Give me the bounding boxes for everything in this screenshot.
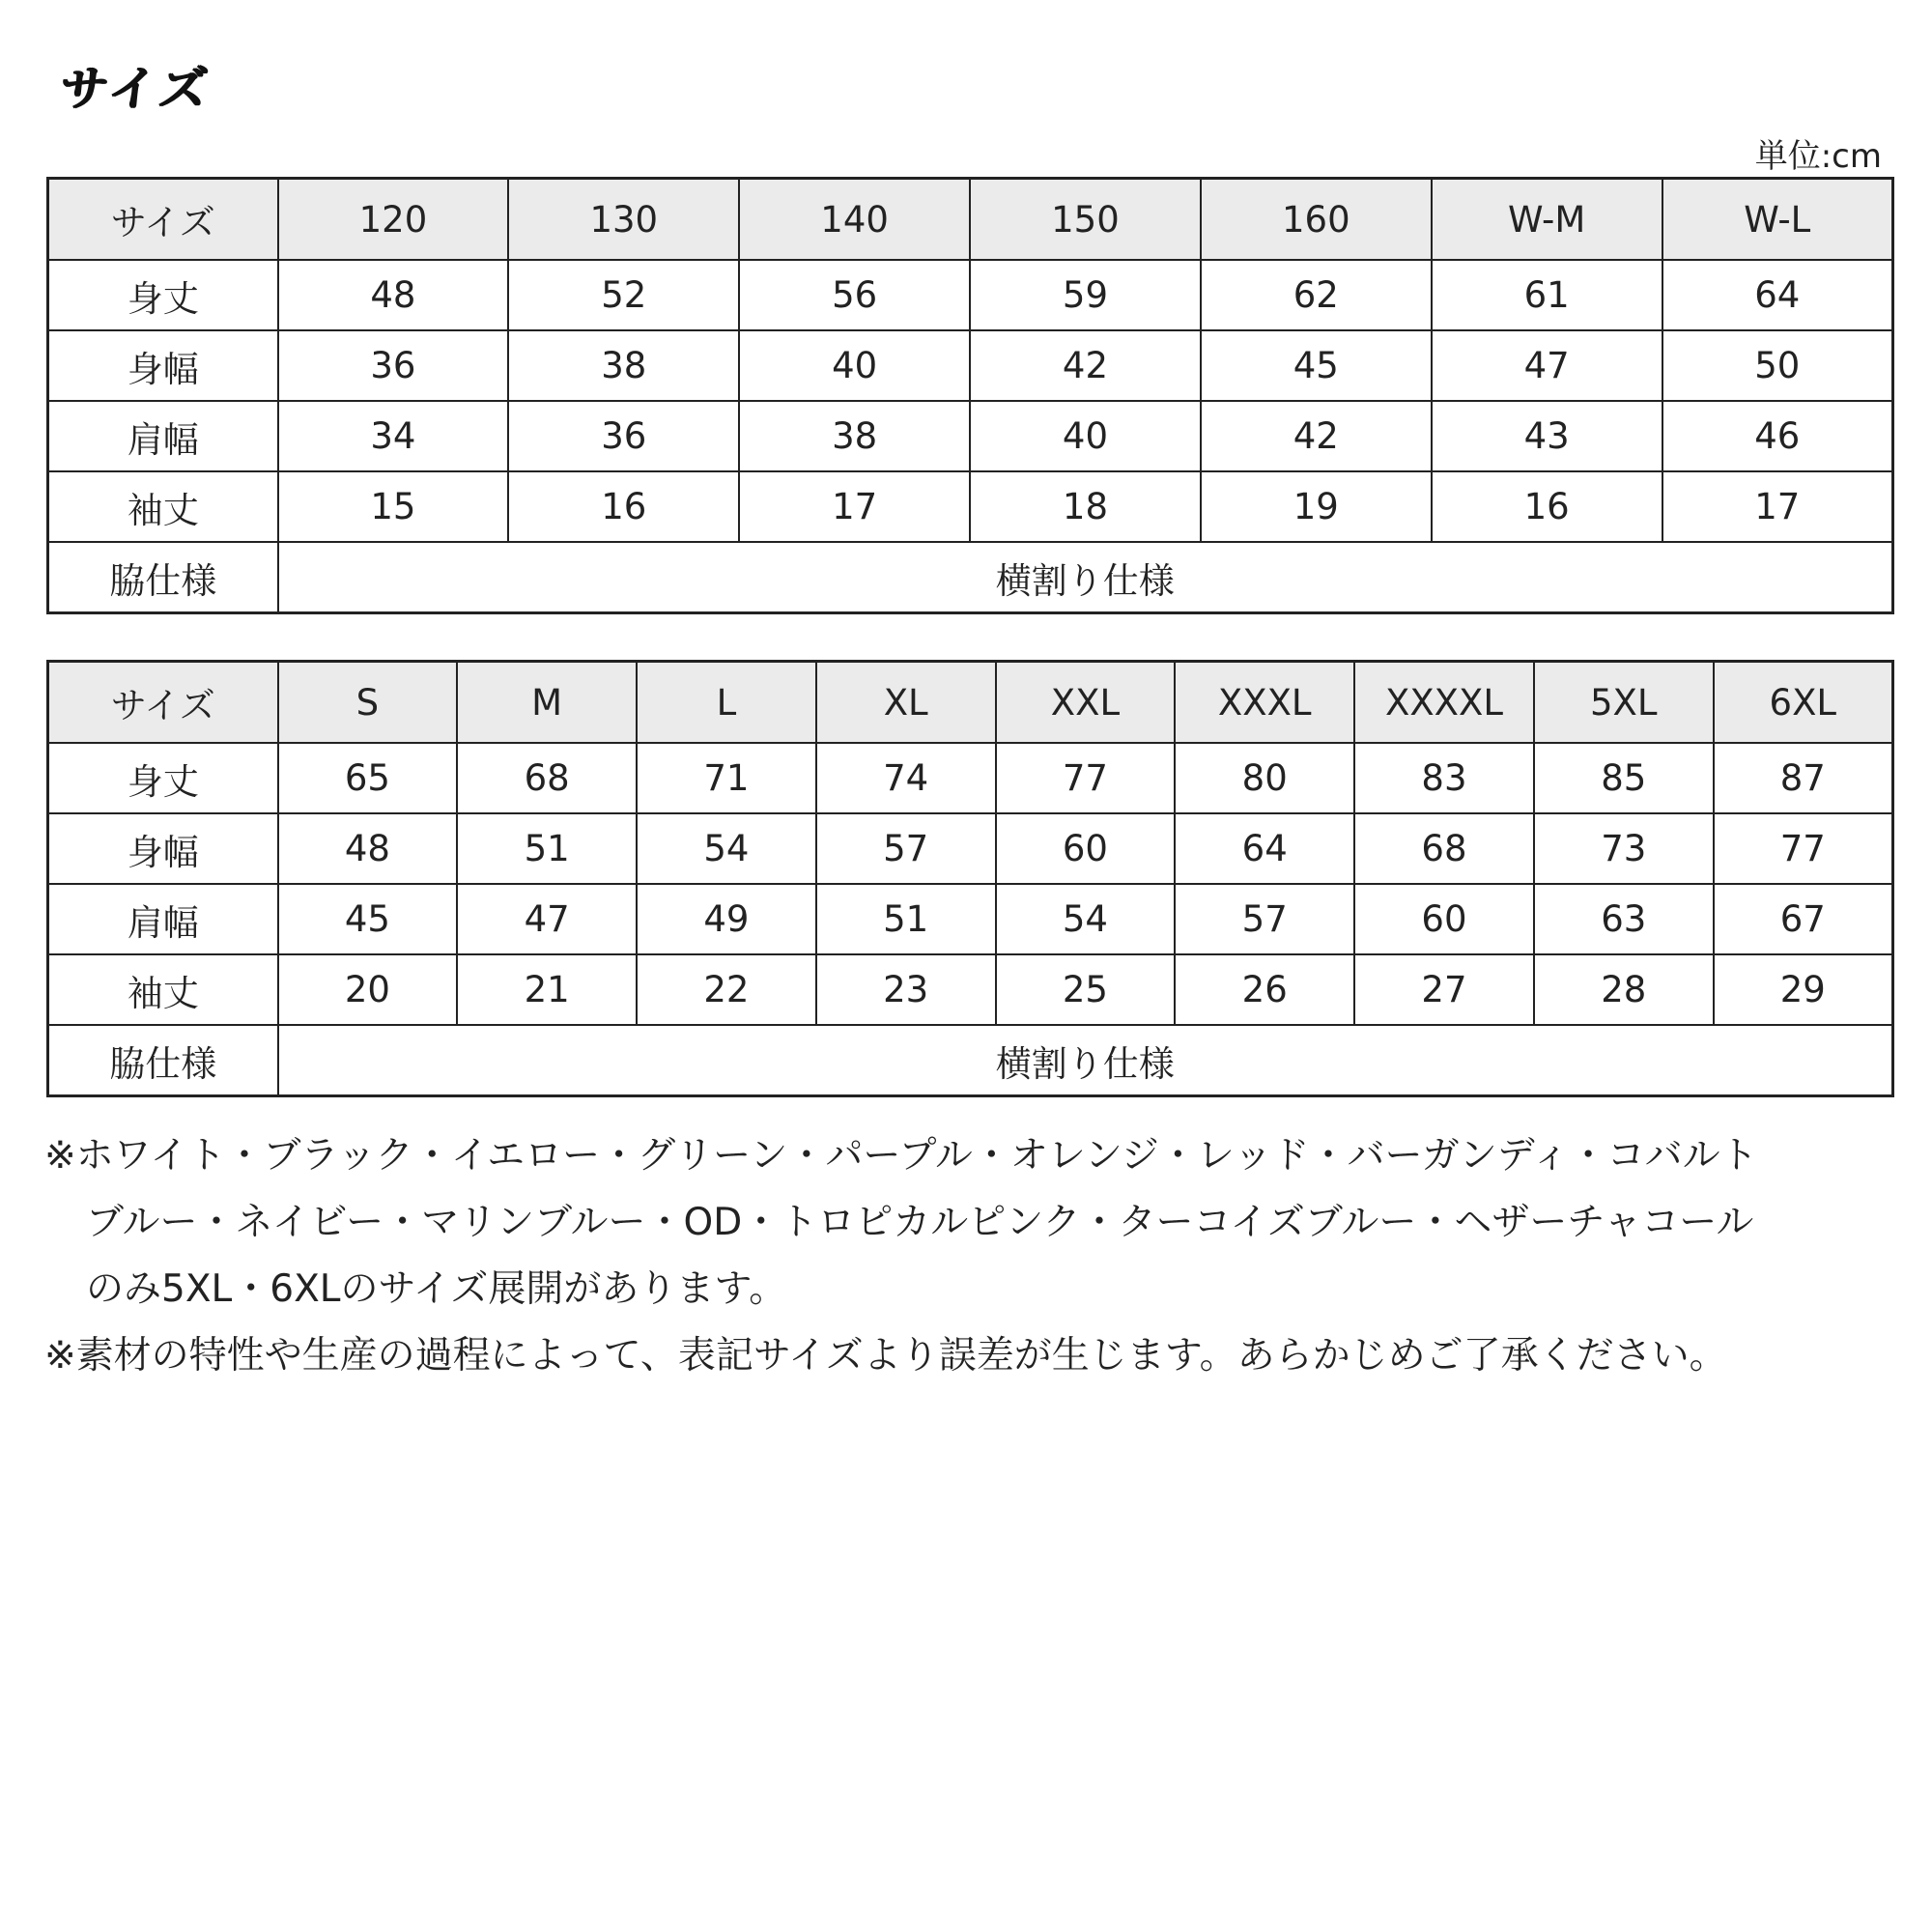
value-cell: 40 <box>970 401 1201 471</box>
row-label-cell: 肩幅 <box>48 884 278 954</box>
value-cell: 54 <box>637 813 816 884</box>
value-cell: 28 <box>1534 954 1714 1025</box>
value-cell: 48 <box>278 260 509 330</box>
size-header-cell: 6XL <box>1714 662 1893 744</box>
size-header-cell: XXXXL <box>1354 662 1534 744</box>
value-cell: 50 <box>1662 330 1893 401</box>
header-label-cell: サイズ <box>48 179 278 261</box>
value-cell: 67 <box>1714 884 1893 954</box>
value-cell: 18 <box>970 471 1201 542</box>
value-cell: 27 <box>1354 954 1534 1025</box>
value-cell: 64 <box>1175 813 1354 884</box>
value-cell: 71 <box>637 743 816 813</box>
size-header-cell: M <box>457 662 637 744</box>
value-cell: 80 <box>1175 743 1354 813</box>
value-cell: 36 <box>278 330 509 401</box>
value-cell: 19 <box>1201 471 1432 542</box>
header-label-cell: サイズ <box>48 662 278 744</box>
value-cell: 46 <box>1662 401 1893 471</box>
notes <box>44 1122 1899 1389</box>
size-header-cell: L <box>637 662 816 744</box>
table-row <box>48 954 1893 1025</box>
table-row <box>48 743 1893 813</box>
size-header-cell: XL <box>816 662 996 744</box>
row-label-cell: 肩幅 <box>48 401 278 471</box>
value-cell: 17 <box>739 471 970 542</box>
size-header-cell: XXXL <box>1175 662 1354 744</box>
size-header-cell: 150 <box>970 179 1201 261</box>
size-header-cell: S <box>278 662 458 744</box>
side-spec-label-cell: 脇仕様 <box>48 542 278 613</box>
table-row <box>48 330 1893 401</box>
size-header-cell: W-M <box>1432 179 1662 261</box>
value-cell: 36 <box>508 401 739 471</box>
value-cell: 38 <box>739 401 970 471</box>
table-row <box>48 471 1893 542</box>
value-cell: 57 <box>1175 884 1354 954</box>
value-cell: 15 <box>278 471 509 542</box>
table-row <box>48 813 1893 884</box>
value-cell: 87 <box>1714 743 1893 813</box>
value-cell: 68 <box>457 743 637 813</box>
row-label-cell: 身幅 <box>48 813 278 884</box>
value-cell: 40 <box>739 330 970 401</box>
value-cell: 21 <box>457 954 637 1025</box>
value-cell: 52 <box>508 260 739 330</box>
value-cell: 49 <box>637 884 816 954</box>
value-cell: 73 <box>1534 813 1714 884</box>
size-table-adult <box>46 660 1894 1097</box>
side-spec-value-cell: 横割り仕様 <box>278 542 1893 613</box>
note-color-availability: ※ホワイト・ブラック・イエロー・グリーン・パープル・オレンジ・レッド・バーガンディ・コバルト ブルー・ネイビー・マリンブルー・OD・トロピカルピンク・ターコイズブルー・ヘザーチャコール のみ5XL・6XLのサイズ展開があります。 <box>44 1134 1758 1311</box>
row-label-cell: 身丈 <box>48 260 278 330</box>
value-cell: 59 <box>970 260 1201 330</box>
unit-label: 単位:cm <box>1754 137 1882 176</box>
value-cell: 56 <box>739 260 970 330</box>
side-spec-value-cell: 横割り仕様 <box>278 1025 1893 1096</box>
value-cell: 16 <box>1432 471 1662 542</box>
value-cell: 51 <box>816 884 996 954</box>
value-cell: 17 <box>1662 471 1893 542</box>
size-header-cell: 5XL <box>1534 662 1714 744</box>
size-header-cell: 120 <box>278 179 509 261</box>
table-row <box>48 401 1893 471</box>
value-cell: 60 <box>1354 884 1534 954</box>
side-spec-row <box>48 1025 1893 1096</box>
value-cell: 64 <box>1662 260 1893 330</box>
value-cell: 42 <box>970 330 1201 401</box>
row-label-cell: 袖丈 <box>48 954 278 1025</box>
value-cell: 16 <box>508 471 739 542</box>
value-cell: 62 <box>1201 260 1432 330</box>
table-row <box>48 260 1893 330</box>
table-header-row <box>48 179 1893 261</box>
side-spec-row <box>48 542 1893 613</box>
value-cell: 42 <box>1201 401 1432 471</box>
value-cell: 83 <box>1354 743 1534 813</box>
size-table-kids <box>46 177 1894 614</box>
size-header-cell: XXL <box>996 662 1176 744</box>
row-label-cell: 身丈 <box>48 743 278 813</box>
value-cell: 51 <box>457 813 637 884</box>
value-cell: 65 <box>278 743 458 813</box>
value-cell: 63 <box>1534 884 1714 954</box>
value-cell: 26 <box>1175 954 1354 1025</box>
value-cell: 47 <box>1432 330 1662 401</box>
value-cell: 74 <box>816 743 996 813</box>
table-row <box>48 884 1893 954</box>
size-header-cell: 160 <box>1201 179 1432 261</box>
row-label-cell: 身幅 <box>48 330 278 401</box>
value-cell: 54 <box>996 884 1176 954</box>
value-cell: 77 <box>996 743 1176 813</box>
value-cell: 85 <box>1534 743 1714 813</box>
size-header-cell: 130 <box>508 179 739 261</box>
table-header-row <box>48 662 1893 744</box>
value-cell: 45 <box>1201 330 1432 401</box>
value-cell: 45 <box>278 884 458 954</box>
size-header-cell: 140 <box>739 179 970 261</box>
value-cell: 43 <box>1432 401 1662 471</box>
value-cell: 20 <box>278 954 458 1025</box>
page-title: サイズ <box>56 61 213 117</box>
value-cell: 61 <box>1432 260 1662 330</box>
value-cell: 23 <box>816 954 996 1025</box>
value-cell: 34 <box>278 401 509 471</box>
value-cell: 38 <box>508 330 739 401</box>
value-cell: 25 <box>996 954 1176 1025</box>
value-cell: 29 <box>1714 954 1893 1025</box>
value-cell: 57 <box>816 813 996 884</box>
value-cell: 48 <box>278 813 458 884</box>
side-spec-label-cell: 脇仕様 <box>48 1025 278 1096</box>
value-cell: 77 <box>1714 813 1893 884</box>
value-cell: 22 <box>637 954 816 1025</box>
note-size-tolerance: ※素材の特性や生産の過程によって、表記サイズより誤差が生じます。あらかじめご了承ください。 <box>44 1334 1727 1378</box>
value-cell: 60 <box>996 813 1176 884</box>
size-header-cell: W-L <box>1662 179 1893 261</box>
value-cell: 47 <box>457 884 637 954</box>
row-label-cell: 袖丈 <box>48 471 278 542</box>
value-cell: 68 <box>1354 813 1534 884</box>
